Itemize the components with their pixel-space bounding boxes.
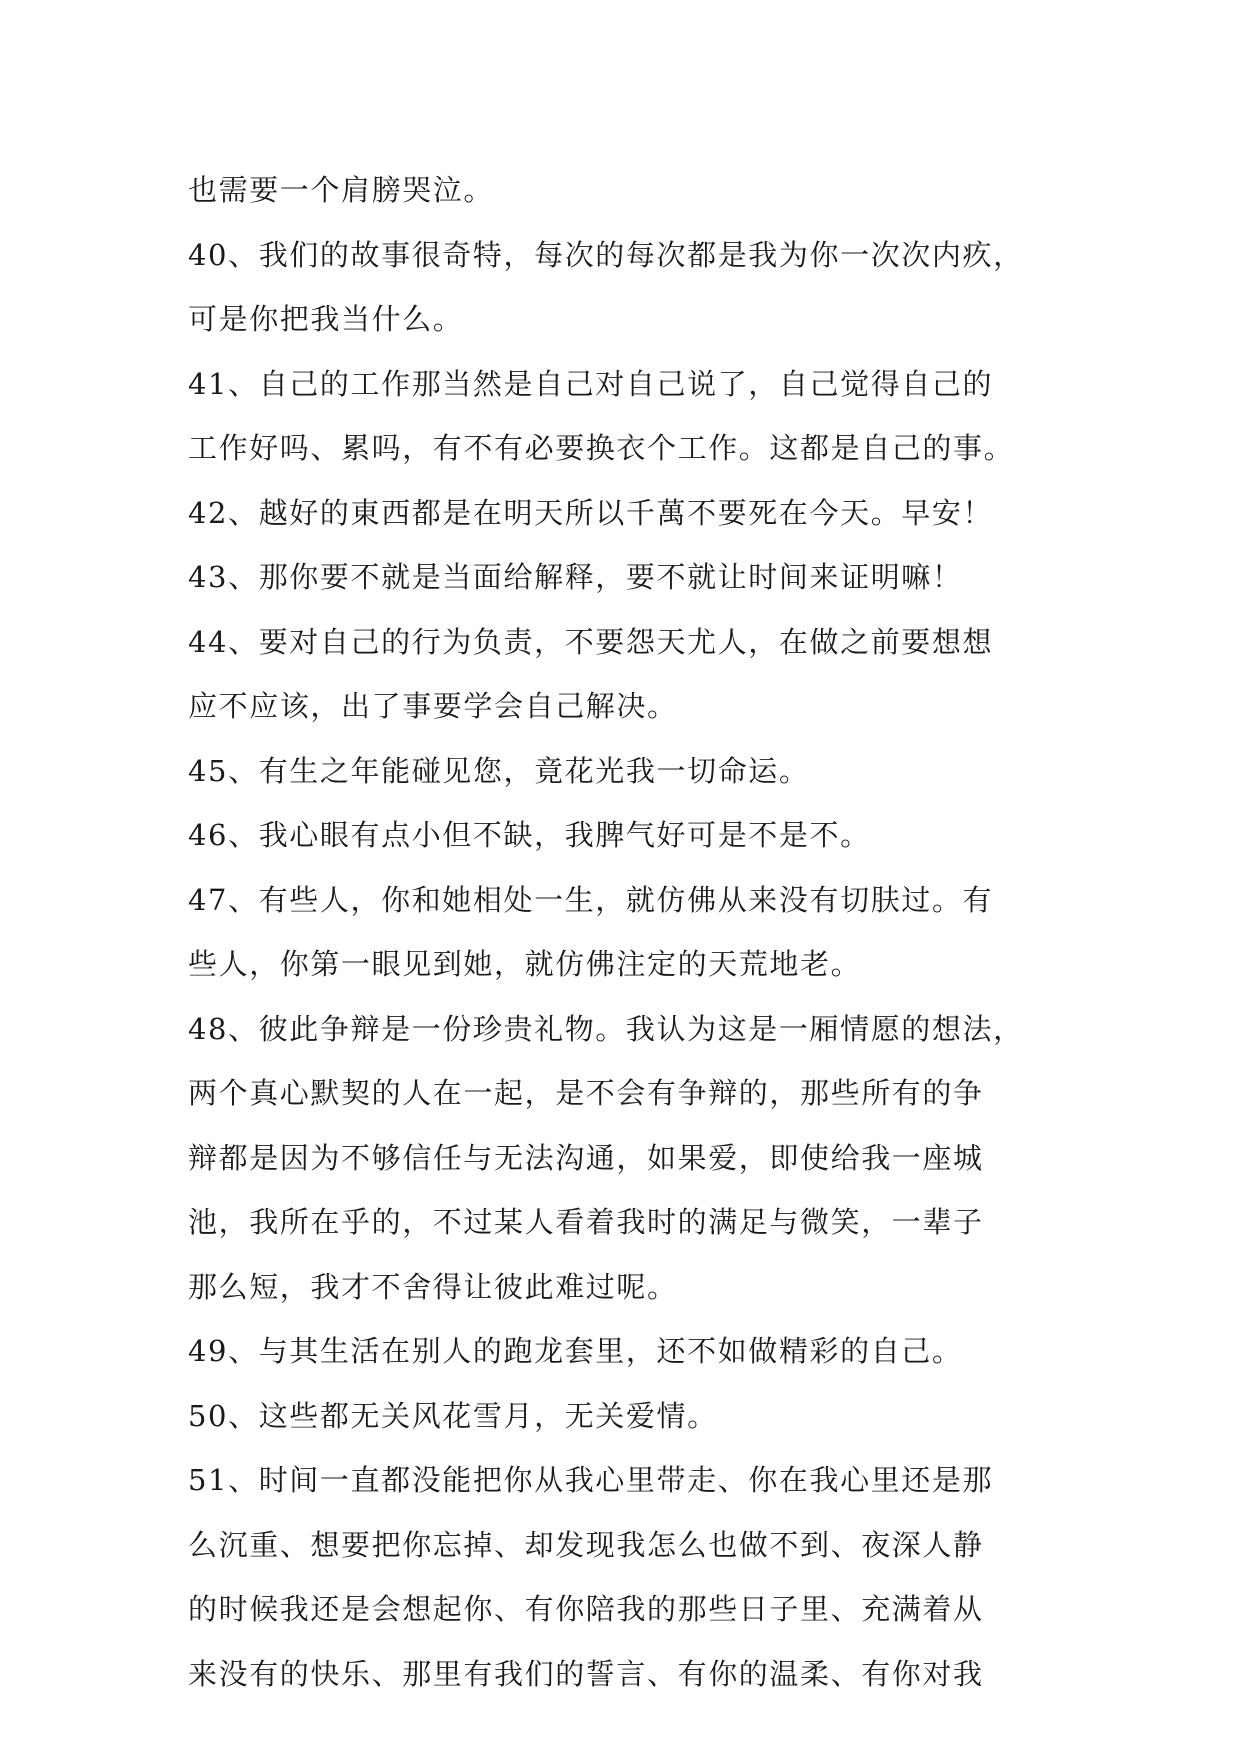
text-line: 那么短，我才不舍得让彼此难过呢。 (188, 1269, 678, 1304)
text-line: 43、那你要不就是当面给解释，要不就让时间来证明嘛！ (188, 560, 963, 594)
text-line: 工作好吗、累吗，有不有必要换衣个工作。这都是自己的事。 (188, 431, 1015, 465)
text-line: 的时候我还是会想起你、有你陪我的那些日子里、充满着从 (188, 1592, 984, 1626)
text-line: 来没有的快乐、那里有我们的誓言、有你的温柔、有你对我 (188, 1656, 984, 1691)
text-line: 49、与其生活在别人的跑龙套里，还不如做精彩的自己。 (188, 1334, 963, 1368)
text-line: 辩都是因为不够信任与无法沟通，如果爱，即使给我一座城 (188, 1140, 984, 1175)
text-line: 两个真心默契的人在一起，是不会有争辩的，那些所有的争 (188, 1076, 984, 1110)
body-text (188, 158, 1068, 1706)
text-line: 么沉重、想要把你忘掉、却发现我怎么也做不到、夜深人静 (188, 1527, 984, 1562)
text-line: 46、我心眼有点小但不缺，我脾气好可是不是不。 (188, 818, 871, 852)
text-line: 45、有生之年能碰见您，竟花光我一切命运。 (188, 753, 810, 788)
text-line: 42、越好的東西都是在明天所以千萬不要死在今天。早安！ (188, 495, 994, 530)
text-line: 些人，你第一眼见到她，就仿佛注定的天荒地老。 (188, 947, 862, 981)
text-line: 40、我们的故事很奇特，每次的每次都是我为你一次次内疚， (188, 237, 1024, 272)
text-line: 可是你把我当什么。 (188, 302, 464, 336)
text-line: 也需要一个肩膀哭泣。 (188, 173, 495, 207)
text-line: 51、时间一直都没能把你从我心里带走、你在我心里还是那 (188, 1463, 994, 1497)
text-line: 47、有些人，你和她相处一生，就仿佛从来没有切肤过。有 (188, 882, 994, 917)
text-line: 44、要对自己的行为负责，不要怨天尤人，在做之前要想想 (188, 624, 994, 659)
text-line: 41、自己的工作那当然是自己对自己说了，自己觉得自己的 (188, 366, 994, 401)
text-line: 50、这些都无关风花雪月，无关爱情。 (188, 1398, 718, 1433)
text-line: 池，我所在乎的，不过某人看着我时的满足与微笑，一辈子 (188, 1205, 984, 1239)
text-line: 应不应该，出了事要学会自己解决。 (188, 689, 678, 723)
text-line: 48、彼此争辩是一份珍贵礼物。我认为这是一厢情愿的想法， (188, 1011, 1024, 1046)
